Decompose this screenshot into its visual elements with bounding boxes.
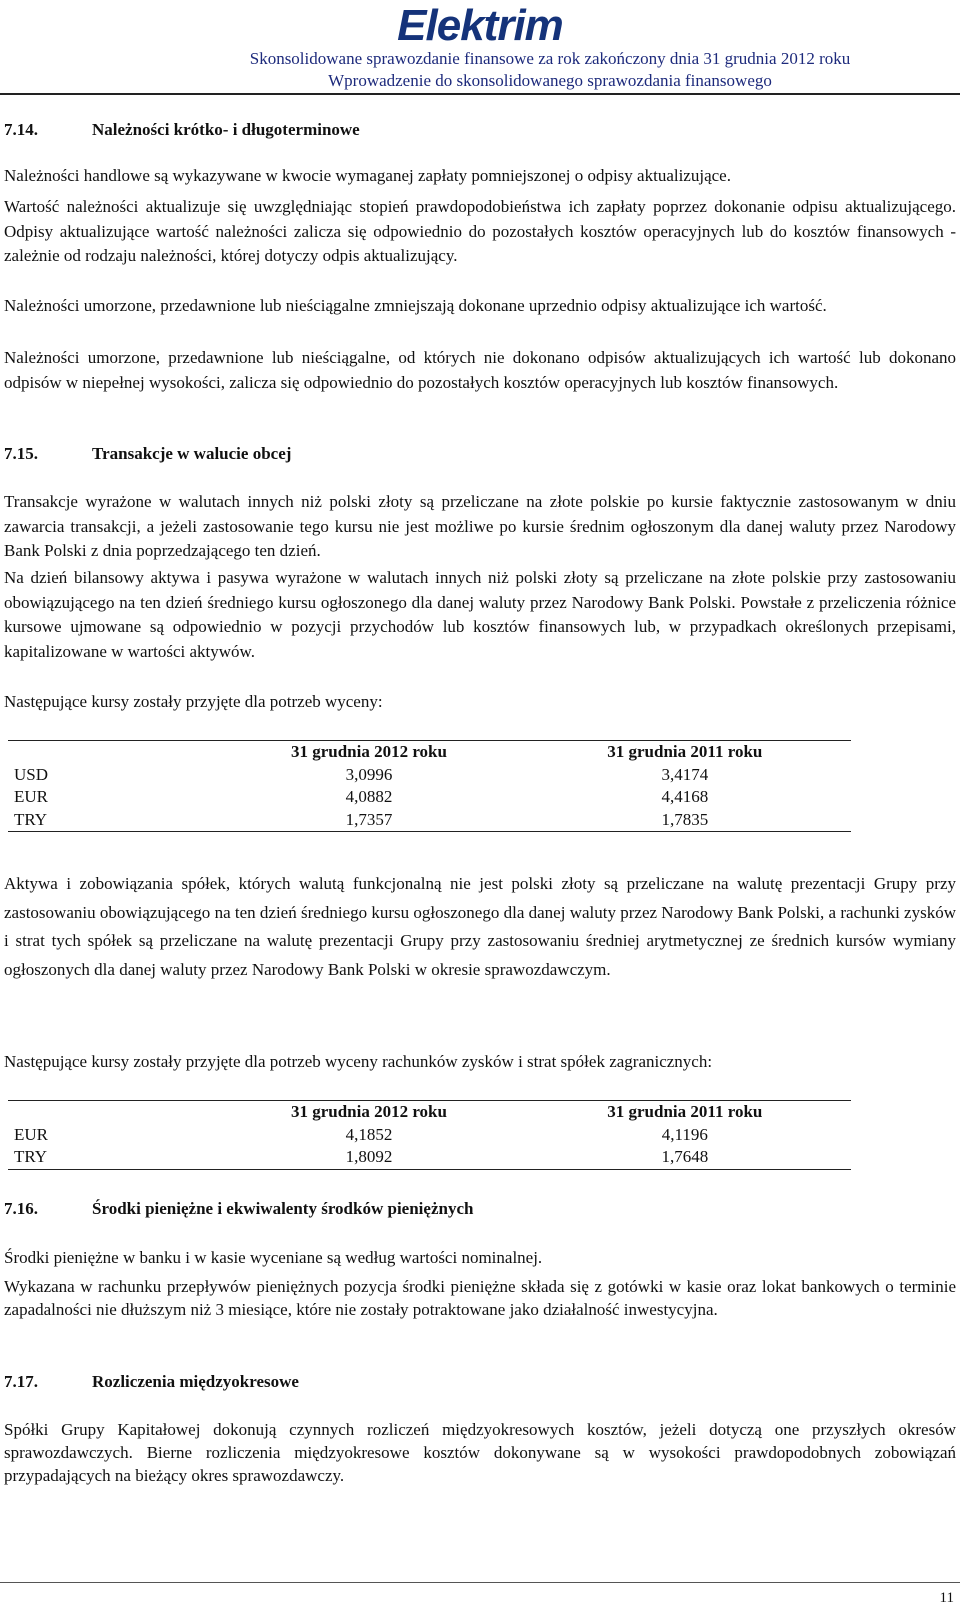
column-header: 31 grudnia 2012 roku (290, 1102, 447, 1121)
section-number: 7.14. (4, 120, 38, 139)
table-row (8, 764, 851, 787)
paragraph: Następujące kursy zostały przyjęte dla potrzeb wyceny: (4, 692, 383, 711)
column-header: 31 grudnia 2011 roku (607, 742, 763, 761)
section-number: 7.15. (4, 444, 38, 463)
footer-divider (0, 1582, 960, 1583)
rate-2012: 3,0996 (345, 764, 393, 784)
company-logo: Elektrim (397, 1, 563, 50)
rate-2011: 1,7835 (661, 809, 709, 829)
rate-2012: 1,8092 (345, 1147, 393, 1166)
paragraph: Należności umorzone, przedawnione lub nieściągalne zmniejszają dokonane uprzednio odpisy aktualizujące ich wartość. (4, 296, 827, 315)
rate-2011: 3,4174 (661, 764, 709, 784)
report-title: Skonsolidowane sprawozdanie finansowe za rok zakończony dnia 31 grudnia 2012 roku (249, 49, 851, 68)
table-header-row (8, 741, 851, 764)
section-number: 7.16. (4, 1199, 38, 1218)
section-title: Transakcje w walucie obcej (92, 444, 292, 463)
currency-code: EUR (14, 787, 48, 806)
rate-2011: 4,4168 (661, 787, 709, 806)
page-header (0, 0, 960, 94)
paragraph: Transakcje wyrażone w walutach innych niż polski złoty są przeliczane na złote polskie po kursie faktycznie zastosowanym w dniu zawarcia transakcji, a jeżeli zastosowanie tego kursu nie jest możliwe po kursie średnim ogłoszonym dla danej waluty przez Narodowy Bank Polski z dnia poprzedzającego ten dzień. (4, 492, 956, 560)
paragraph: Należności handlowe są wykazywane w kwocie wymaganej zapłaty pomniejszonej o odpisy aktualizujące. (4, 166, 731, 185)
currency-code: EUR (14, 1124, 48, 1144)
income-statement-rates-table (8, 1100, 851, 1170)
currency-code: USD (14, 764, 49, 784)
paragraph: Spółki Grupy Kapitałowej dokonują czynnych rozliczeń międzyokresowych kosztów, jeżeli dotyczą one przyszłych okresów sprawozdawczych. Bierne rozliczenia międzyokresowe kosztów dokonywane są w wysokości prawdopodobnych zobowiązań przypadających na bieżący okres sprawozdawczy. (4, 1420, 956, 1485)
rate-2012: 1,7357 (345, 809, 393, 829)
rate-2012: 4,1852 (345, 1124, 393, 1144)
rate-2011: 1,7648 (661, 1147, 709, 1166)
paragraph: Następujące kursy zostały przyjęte dla potrzeb wyceny rachunków zysków i strat spółek zagranicznych: (4, 1052, 713, 1071)
paragraph: Na dzień bilansowy aktywa i pasywa wyrażone w walutach innych niż polski złoty są przeliczane na złote polskie przy zastosowaniu obowiązującego na ten dzień średniego kursu ogłoszonego dla danej waluty przez Narodowy Bank Polski. Powstałe z przeliczenia różnice kursowe ujmowane są odpowiednio w pozycji przychodów lub kosztów finansowych lub, w przypadkach określonych przepisami, kapitalizowane w wartości aktywów. (4, 568, 956, 661)
header-divider (0, 93, 960, 95)
table-row (8, 809, 851, 832)
rate-2011: 4,1196 (661, 1124, 708, 1144)
paragraph: Środki pieniężne w banku i w kasie wyceniane są według wartości nominalnej. (4, 1248, 543, 1267)
exchange-rates-table (8, 740, 851, 832)
page-number: 11 (939, 1590, 954, 1606)
currency-code: TRY (14, 1147, 48, 1166)
table-row (8, 786, 851, 809)
currency-code: TRY (14, 809, 48, 829)
rate-2012: 4,0882 (345, 787, 393, 806)
section-title: Należności krótko- i długoterminowe (92, 120, 360, 139)
table-row (8, 1146, 851, 1169)
report-subtitle: Wprowadzenie do skonsolidowanego sprawozdania finansowego (328, 71, 772, 90)
paragraph: Należności umorzone, przedawnione lub nieściągalne, od których nie dokonano odpisów aktualizujących ich wartość lub dokonano odpisów w niepełnej wysokości, zalicza się odpowiednio do pozostałych kosztów operacyjnych lub kosztów finansowych. (4, 348, 956, 392)
paragraph: Aktywa i zobowiązania spółek, których walutą funkcjonalną nie jest polski złoty są przeliczane na walutę prezentacji Grupy przy zastosowaniu obowiązującego na ten dzień średniego kursu ogłoszonego dla danej waluty przez Narodowy Bank Polski, a rachunki zysków i strat tych spółek są przeliczane na walutę prezentacji Grupy przy zastosowaniu średniej arytmetycznej ze średnich kursów wymiany ogłoszonych dla danej waluty przez Narodowy Bank Polski w okresie sprawozdawczym. (4, 874, 956, 979)
paragraph: Wykazana w rachunku przepływów pieniężnych pozycja środki pieniężne składa się z gotówki w kasie oraz lokat bankowych o terminie zapadalności nie dłuższym niż 3 miesiące, które nie zostały potraktowane jako działalność inwestycyjna. (4, 1277, 956, 1319)
column-header: 31 grudnia 2011 roku (607, 1102, 763, 1121)
section-title: Środki pieniężne i ekwiwalenty środków pieniężnych (92, 1199, 474, 1218)
column-header: 31 grudnia 2012 roku (290, 742, 447, 761)
table-header-row (8, 1101, 851, 1124)
table-row (8, 1124, 851, 1147)
section-title: Rozliczenia międzyokresowe (92, 1372, 299, 1391)
section-number: 7.17. (4, 1372, 38, 1391)
paragraph: Wartość należności aktualizuje się uwzględniając stopień prawdopodobieństwa ich zapłaty poprzez dokonanie odpisu aktualizującego. Odpisy aktualizujące wartość należności zalicza się odpowiednio do pozostałych kosztów operacyjnych lub do kosztów finansowych - zależnie od rodzaju należności, której dotyczy odpis aktualizujący. (4, 197, 956, 265)
